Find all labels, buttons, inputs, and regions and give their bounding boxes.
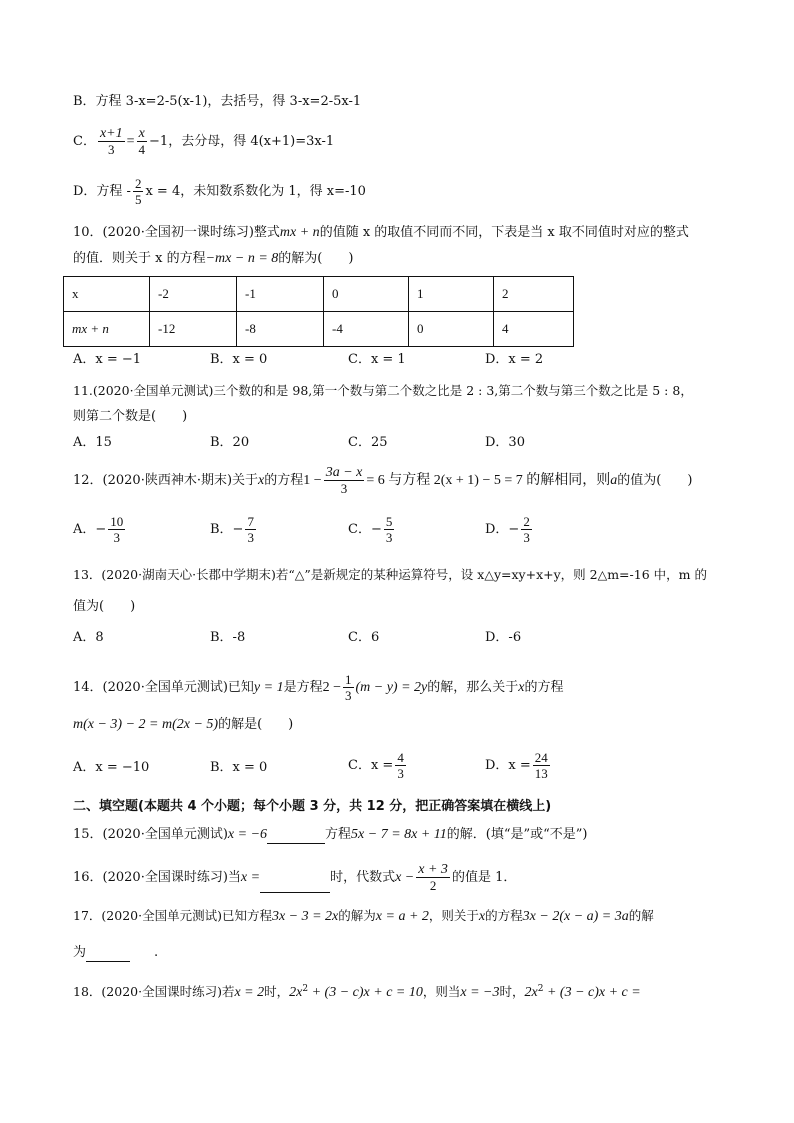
table-cell: 4 bbox=[494, 312, 574, 347]
table-cell: -2 bbox=[150, 277, 237, 312]
q12-option-a: A．− $\frac{10}{3}$ bbox=[73, 514, 124, 545]
q9-c-fraction-1: $\frac{x+1}{3}$ bbox=[99, 126, 123, 157]
table-cell: -8 bbox=[237, 312, 324, 347]
table-cell: 2 bbox=[494, 277, 574, 312]
q9-option-c: C． $\frac{x+1}{3}$ = $\frac{x}{4}$ −1，去分母，得 4(x+1)=3x-1 bbox=[73, 126, 335, 157]
q17-line-1: 17．(2020·全国单元测试)已知方程3x − 3 = 2x的解为x = a + 2，则关于x的方程3x − 2(x − a) = 3a的解 bbox=[73, 908, 654, 924]
q11-option-b: B．20 bbox=[210, 435, 250, 450]
q12-option-d: D．− $\frac{2}{3}$ bbox=[485, 514, 530, 545]
q16-answer-blank[interactable] bbox=[260, 878, 330, 893]
q12-option-c: C．− $\frac{5}{3}$ bbox=[348, 514, 393, 545]
table-cell: -12 bbox=[150, 312, 237, 347]
q10-line-1: 10．(2020·全国初一课时练习)整式mx + n的值随 x 的取值不同而不同，下表是当 x 取不同值时对应的整式 bbox=[73, 225, 689, 240]
table-cell: 0 bbox=[409, 312, 494, 347]
q14-option-b: B．x = 0 bbox=[210, 760, 268, 775]
table-cell: -1 bbox=[237, 277, 324, 312]
q9-c-tail: −1，去分母，得 4(x+1)=3x-1 bbox=[149, 134, 335, 149]
table-cell: 0 bbox=[324, 277, 409, 312]
q18-line: 18．(2020·全国课时练习)若x = 2时，$2x^2 + (3 - c)x + c = 10$，则当x = −3时，$2x^2 + (3 - c)x + c$ = bbox=[73, 984, 641, 1001]
q11-option-d: D．30 bbox=[485, 435, 525, 450]
q12-line: 12．(2020·陕西神木·期末)关于x的方程1 − $\frac{3a - x}{3}$ = 6 与方程 2(x + 1) − 5 = 7 的解相同，则a的值为( ) bbox=[73, 465, 693, 496]
table-cell: -4 bbox=[324, 312, 409, 347]
q13-option-b: B．-8 bbox=[210, 630, 246, 645]
q10-option-a: A．x = −1 bbox=[73, 352, 142, 367]
q13-line-1: 13．(2020·湖南天心·长郡中学期末)若“△”是新规定的某种运算符号，设 x△y=xy+x+y，则 2△m=-16 中，m 的 bbox=[73, 567, 707, 582]
q14-fraction: $\frac{1}{3}$ bbox=[345, 672, 352, 703]
q15-answer-blank[interactable] bbox=[267, 829, 325, 844]
table-cell: x bbox=[64, 277, 150, 312]
q14-line-1: 14．(2020·全国单元测试)已知y = 1是方程2 − $\frac{1}{3}$ (m − y) = 2y的解，那么关于x的方程 bbox=[73, 672, 564, 703]
q10-option-c: C．x = 1 bbox=[348, 352, 406, 367]
q13-line-2: 值为( ) bbox=[73, 599, 136, 614]
table-row bbox=[64, 312, 574, 347]
q9-c-prefix: C． bbox=[73, 134, 96, 149]
q10-value-table bbox=[63, 276, 574, 347]
table-cell: mx + n bbox=[64, 312, 150, 347]
q11-option-a: A．15 bbox=[73, 435, 112, 450]
q16-line: 16．(2020·全国课时练习)当x = 时，代数式x − $\frac{x + 3}{2}$ 的值是 1． bbox=[73, 862, 517, 893]
q17-answer-blank[interactable] bbox=[86, 947, 130, 962]
q11-line-1: 11.(2020·全国单元测试)三个数的和是 98,第一个数与第二个数之比是 2 : 3,第二个数与第三个数之比是 5 : 8， bbox=[73, 383, 693, 398]
q10-option-d: D．x = 2 bbox=[485, 352, 544, 367]
q9-c-fraction-2: $\frac{x}{4}$ bbox=[138, 126, 146, 157]
q14-option-d: D．x = $\frac{24}{13}$ bbox=[485, 750, 548, 781]
q13-option-a: A．8 bbox=[73, 630, 104, 645]
q13-option-c: C．6 bbox=[348, 630, 380, 645]
q13-option-d: D．-6 bbox=[485, 630, 522, 645]
q10-line-2: 的值．则关于 x 的方程−mx − n = 8的解为( ) bbox=[73, 251, 354, 266]
section-2-title: 二、填空题(本题共 4 个小题；每个小题 3 分，共 12 分，把正确答案填在横线上) bbox=[73, 799, 552, 814]
q15-line: 15．(2020·全国单元测试)x = −6 方程5x − 7 = 8x + 11的解．(填“是”或“不是”) bbox=[73, 827, 588, 842]
table-row bbox=[64, 277, 574, 312]
q14-option-a: A．x = −10 bbox=[73, 760, 150, 775]
q10-option-b: B．x = 0 bbox=[210, 352, 268, 367]
q14-option-c: C．x = $\frac{4}{3}$ bbox=[348, 750, 404, 781]
q9-d-fraction: $\frac{2}{5}$ bbox=[134, 176, 142, 207]
table-cell: 1 bbox=[409, 277, 494, 312]
q12-option-b: B．− $\frac{7}{3}$ bbox=[210, 514, 254, 545]
q16-fraction: $\frac{x + 3}{2}$ bbox=[418, 862, 448, 893]
q9-option-b: B．方程 3-x=2-5(x-1)，去括号，得 3-x=2-5x-1 bbox=[73, 94, 362, 109]
q11-option-c: C．25 bbox=[348, 435, 388, 450]
q12-fraction: $\frac{3a - x}{3}$ bbox=[325, 465, 363, 496]
q11-line-2: 则第二个数是( ) bbox=[73, 409, 188, 424]
q17-line-2: 为 . bbox=[73, 945, 159, 960]
q9-option-d: D．方程 - $\frac{2}{5}$ x = 4，未知数系数化为 1，得 x=-10 bbox=[73, 176, 366, 207]
q14-line-2: m(x − 3) − 2 = m(2x − 5)的解是( ) bbox=[73, 717, 294, 732]
